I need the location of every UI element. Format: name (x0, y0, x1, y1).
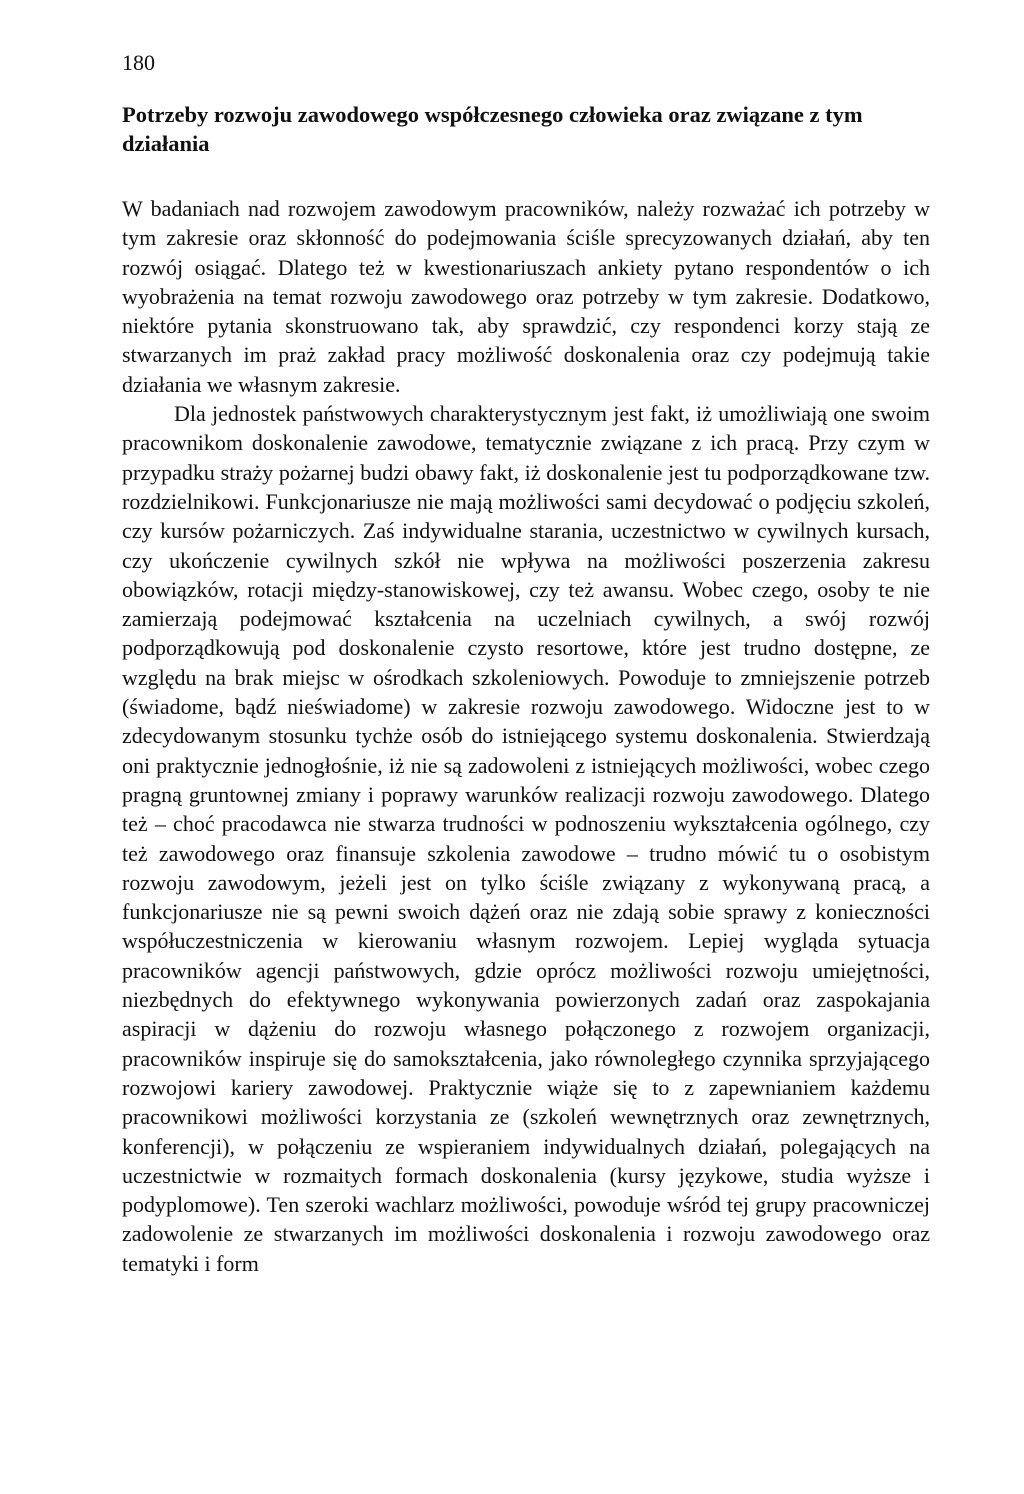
section-title: Potrzeby rozwoju zawodowego współczesnego człowieka oraz związane z tym działania (122, 102, 863, 156)
document-page (122, 50, 930, 1278)
page-number: 180 (122, 50, 155, 75)
paragraph-2: Dla jednostek państwowych charakterystycznym jest fakt, iż umożliwiają one swoim pracownikom doskonalenie zawodowe, tematycznie związane z ich pracą. Przy czym w przypadku straży pożarnej budzi obawy fakt, iż doskonalenie jest tu podporządkowane tzw. rozdzielnikowi. Funkcjonariusze nie mają możliwości sami decydować o podjęciu szkoleń, czy kursów pożarniczych. Zaś indywidualne starania, uczestnictwo w cywilnych kursach, czy ukończenie cywilnych szkół nie wpływa na możliwości poszerzenia zakresu obowiązków, rotacji między-stanowiskowej, czy też awansu. Wobec czego, osoby te nie zamierzają podejmować kształcenia na uczelniach cywilnych, a swój rozwój podporządkowują pod doskonalenie czysto resortowe, które jest trudno dostępne, ze względu na brak miejsc w ośrodkach szkoleniowych. Powoduje to zmniejszenie potrzeb (świadome, bądź nieświadome) w zakresie rozwoju zawodowego. Widoczne jest to w zdecydowanym stosunku tychże osób do istniejącego systemu doskonalenia. Stwierdzają oni praktycznie jednogłośnie, iż nie są zadowoleni z istniejących możliwości, wobec czego pragną gruntownej zmiany i poprawy warunków realizacji rozwoju zawodowego. Dlatego też – choć pracodawca nie stwarza trudności w podnoszeniu wykształcenia ogólnego, czy też zawodowego oraz finansuje szkolenia zawodowe – trudno mówić tu o osobistym rozwoju zawodowym, jeżeli jest on tylko ściśle związany z wykonywaną pracą, a funkcjonariusze nie są pewni swoich dążeń oraz nie zdają sobie sprawy z konieczności współuczestniczenia w kierowaniu własnym rozwojem. Lepiej wygląda sytuacja pracowników agencji państwowych, gdzie oprócz możliwości rozwoju umiejętności, niezbędnych do efektywnego wykonywania powierzonych zadań oraz zaspokajania aspiracji w dążeniu do rozwoju własnego połączonego z rozwojem organizacji, pracowników inspiruje się do samokształcenia, jako równoległego czynnika sprzyjającego rozwojowi kariery zawodowej. Praktycznie wiąże się to z zapewnianiem każdemu pracownikowi możliwości korzystania ze (szkoleń wewnętrznych oraz zewnętrznych, konferencji), w połączeniu ze wspieraniem indywidualnych działań, polegających na uczestnictwie w rozmaitych formach doskonalenia (kursy językowe, studia wyższe i podyplomowe). Ten szeroki wachlarz możliwości, powoduje wśród tej grupy pracowniczej zadowolenie ze stwarzanych im możliwości doskonalenia i rozwoju zawodowego oraz tematyki i form (122, 401, 930, 1276)
paragraph-1: W badaniach nad rozwojem zawodowym pracowników, należy rozważać ich potrzeby w tym zakresie oraz skłonność do podejmowania ściśle sprecyzowanych działań, aby ten rozwój osiągać. Dlatego też w kwestionariuszach ankiety pytano respondentów o ich wyobrażenia na temat rozwoju zawodowego oraz potrzeby w tym zakresie. Dodatkowo, niektóre pytania skonstruowano tak, aby sprawdzić, czy respondenci korzy stają ze stwarzanych im praż zakład pracy możliwość doskonalenia oraz czy podejmują takie działania we własnym zakresie. (122, 196, 930, 397)
body-text (122, 194, 930, 1278)
